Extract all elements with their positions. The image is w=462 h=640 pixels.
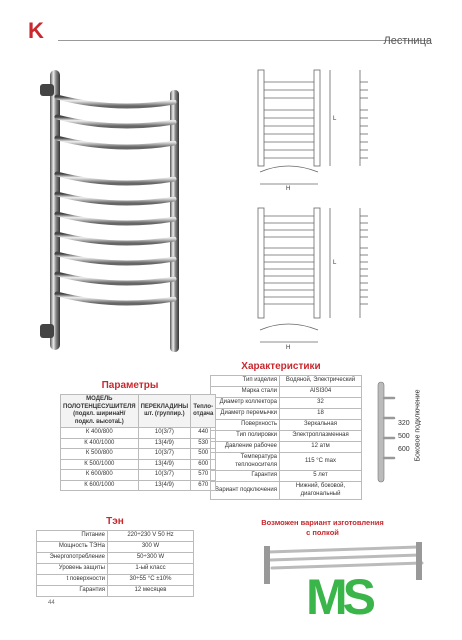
table-row: Гарантия 5 лет — [211, 471, 362, 482]
dim-l-label-2: L — [333, 260, 337, 266]
table-row: К 500/1000 13(4/9) 600 — [61, 459, 216, 470]
table-row: К 600/800 10(3/7) 570 — [61, 470, 216, 481]
table-row: К 500/800 10(3/7) 500 — [61, 449, 216, 460]
table-row: Марка стали AISI304 — [211, 387, 362, 398]
technical-drawing-top — [248, 62, 388, 194]
brand-letter: K — [28, 18, 44, 43]
specs-title: Характеристики — [241, 361, 321, 372]
ten-table — [36, 530, 194, 597]
side-value-320: 320 — [398, 420, 410, 427]
ten-title: Тэн — [106, 516, 124, 527]
variant-line2: с полкой — [306, 528, 339, 537]
table-row: Гарантия 12 месяцев — [37, 586, 194, 597]
ms-logo — [306, 569, 371, 625]
technical-drawing-bottom — [248, 202, 388, 352]
table-row: Давление рабочее 12 атм — [211, 442, 362, 453]
table-row: К 600/1000 13(4/9) 670 — [61, 480, 216, 491]
table-row: Уровень защиты 1-ый класс — [37, 564, 194, 575]
table-header: МОДЕЛЬ ПОЛОТЕНЦЕСУШИТЕЛЯ (подкл. ширинаН/ подкл. высотаL) ПЕРЕКЛАДИНЫ шт. (группир.) Тепло-отдача — [61, 395, 216, 428]
params-title: Параметры — [101, 380, 159, 391]
table-row: Тип полировки Электроплазменная — [211, 431, 362, 442]
side-value-500: 500 — [398, 433, 410, 440]
logo-text: MS — [306, 569, 371, 625]
params-table — [60, 394, 216, 491]
header-divider — [58, 40, 430, 41]
table-row: Диаметр коллектора 32 — [211, 398, 362, 409]
side-connection-label: Боковое подключение — [414, 389, 422, 462]
table-row: t поверхности 30÷55 °С ±10% — [37, 575, 194, 586]
dim-h-label: H — [286, 186, 291, 192]
table-row: Диаметр перемычки 18 — [211, 409, 362, 420]
table-row: Мощность ТЭНа 300 W — [37, 542, 194, 553]
table-row: Энергопотребление 50÷300 W — [37, 553, 194, 564]
specs-table — [210, 375, 362, 500]
table-row: К 400/800 10(3/7) 440 — [61, 428, 216, 439]
category-title: Лестница — [383, 35, 432, 47]
page-number: 44 — [48, 600, 55, 606]
table-row: Тип изделия Водяной, Электрический — [211, 376, 362, 387]
side-connection-drawing — [374, 378, 396, 486]
variant-line1: Возможен вариант изготовления — [261, 518, 384, 527]
table-row: К 400/1000 13(4/9) 530 — [61, 438, 216, 449]
towel-rail-photo — [30, 62, 205, 362]
dim-h-label-2: H — [286, 345, 291, 351]
table-row: Температура теплоносителя 115 °С max — [211, 453, 362, 471]
side-value-600: 600 — [398, 446, 410, 453]
table-row: Вариант подключения Нижний, боковой, диагональный — [211, 482, 362, 500]
table-row: Питание 220÷230 V 50 Hz — [37, 531, 194, 542]
dim-l-label: L — [333, 116, 337, 122]
table-row: Поверхность Зеркальная — [211, 420, 362, 431]
